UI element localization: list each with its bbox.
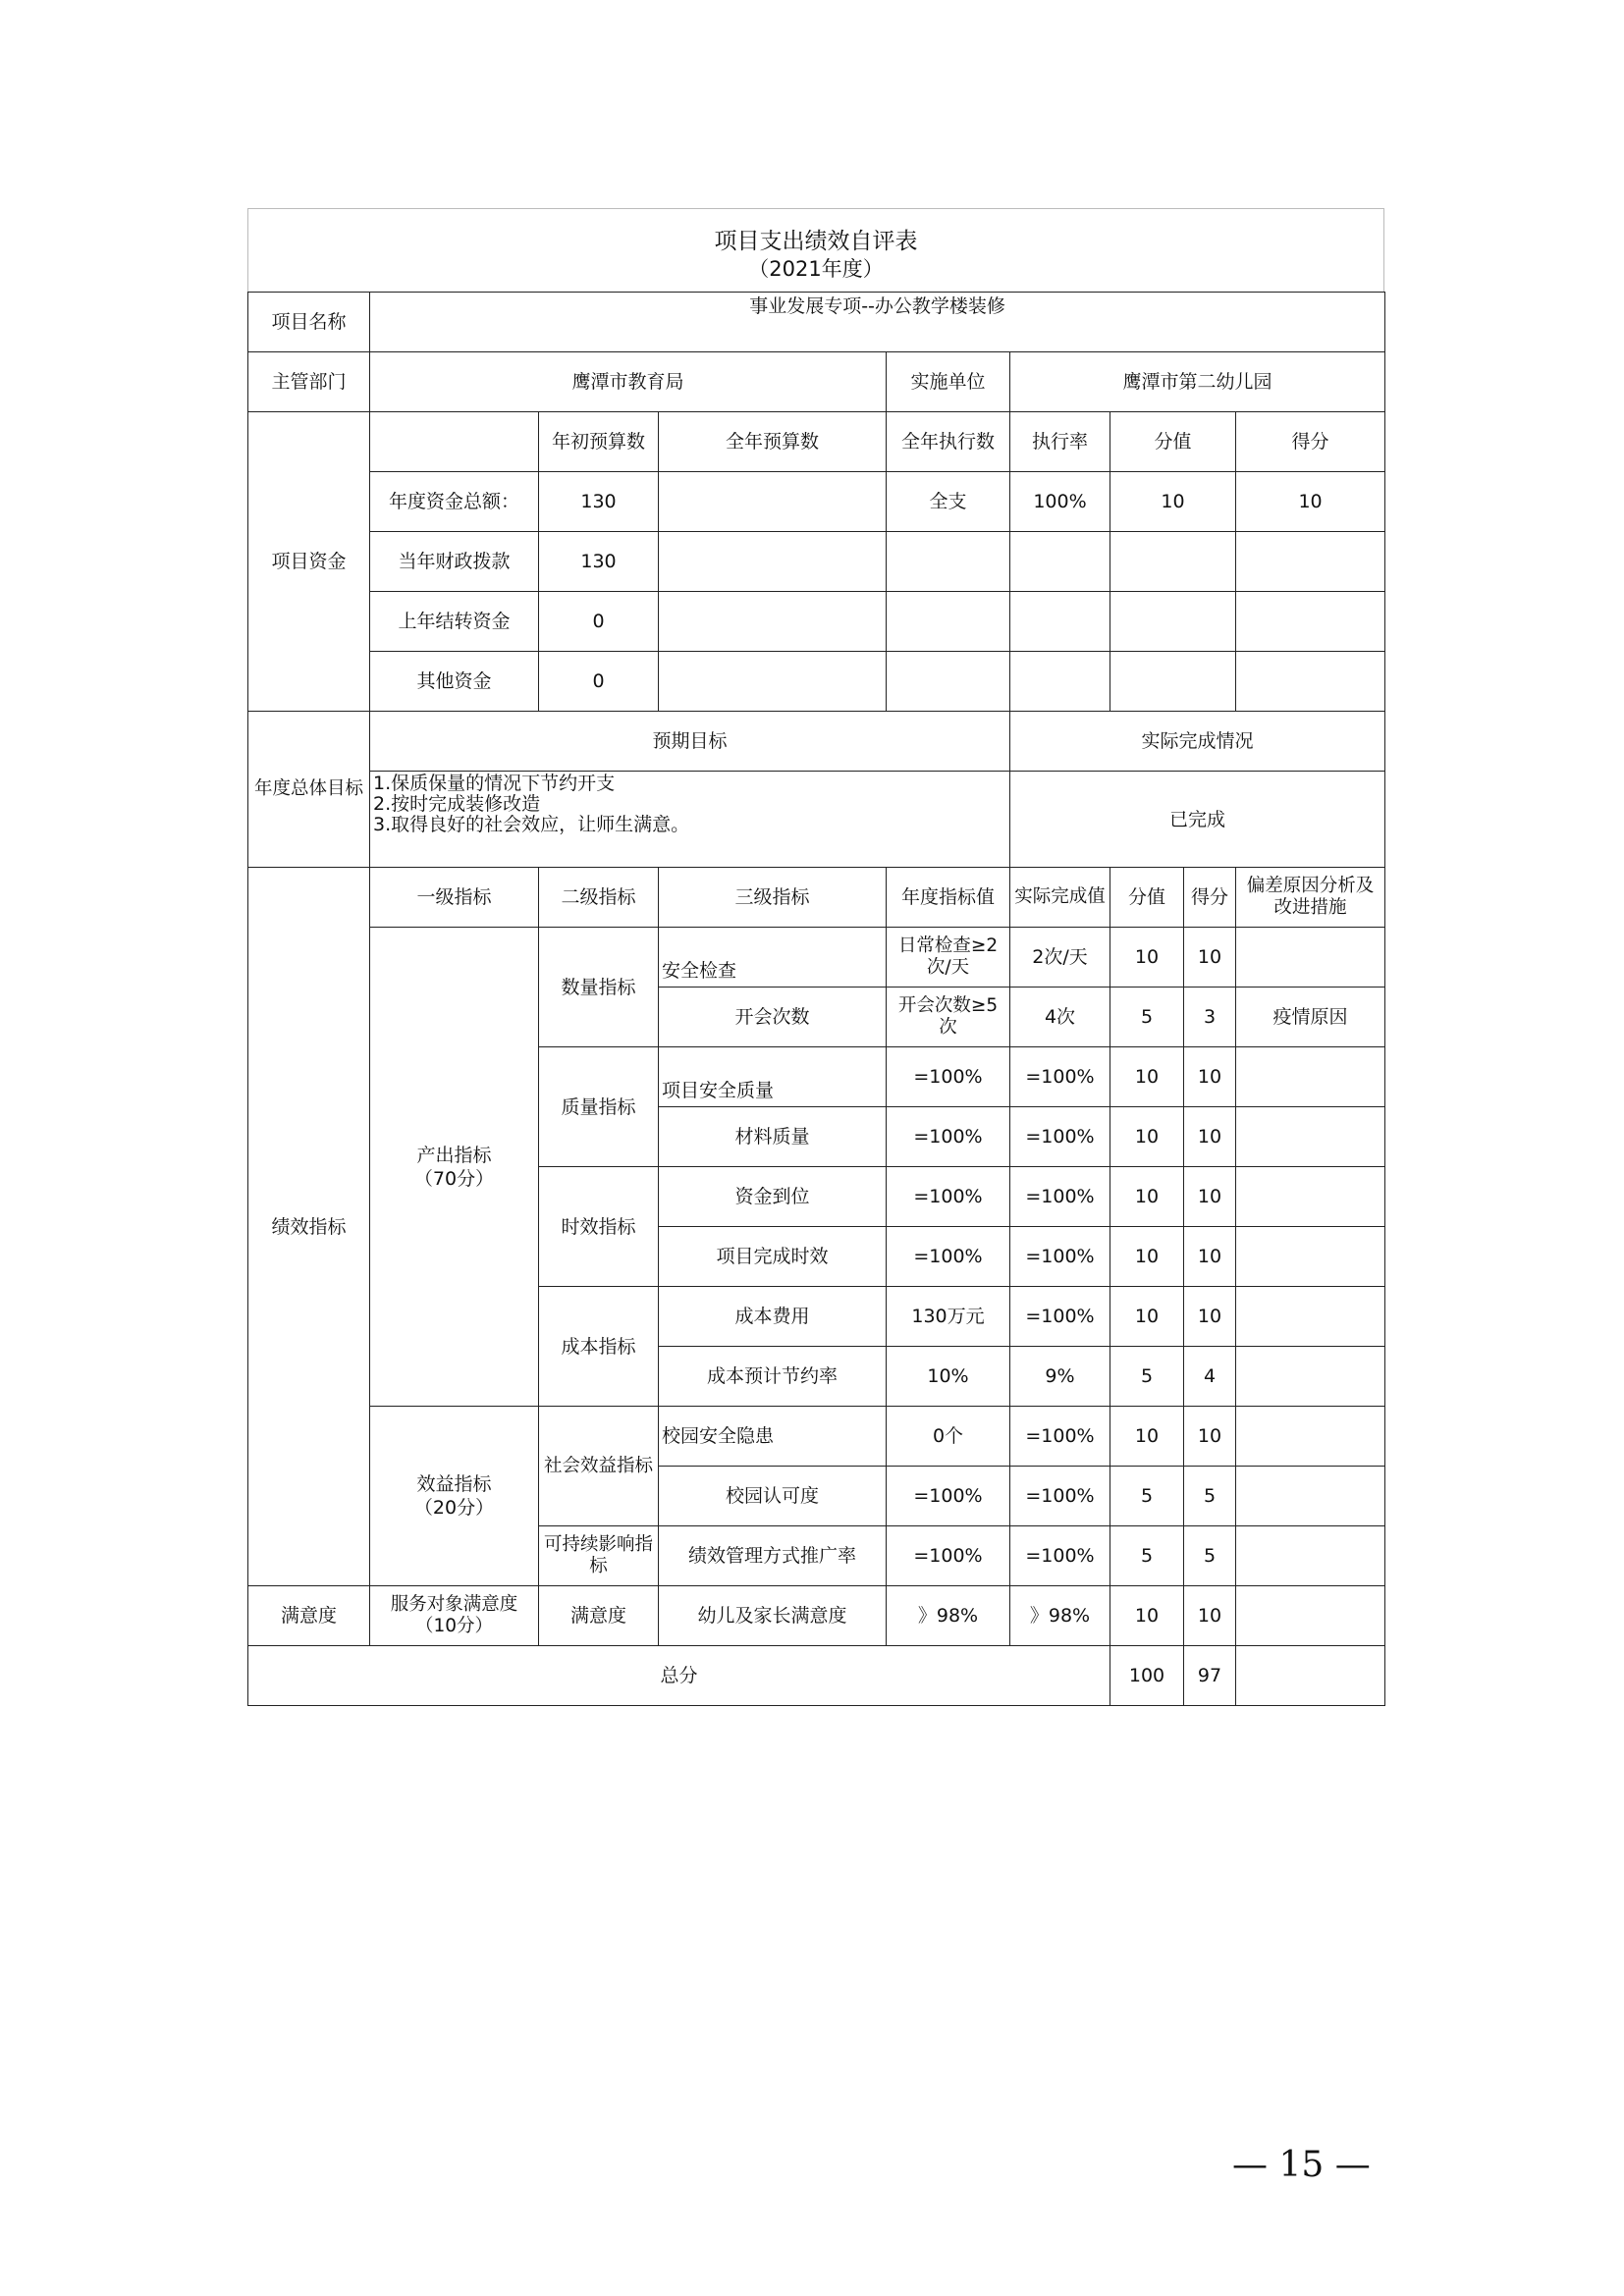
perf-actual: =100% [1010, 1227, 1110, 1287]
funds-row-score-value: 10 [1110, 472, 1236, 532]
perf-header-score: 得分 [1184, 868, 1236, 928]
satisfaction-row [248, 1586, 1385, 1646]
funds-header-rate: 执行率 [1010, 412, 1110, 472]
total-score: 97 [1184, 1646, 1236, 1706]
impl-value: 鹰潭市第二幼儿园 [1010, 352, 1385, 412]
title-box [247, 208, 1384, 292]
perf-l3: 校园安全隐患 [659, 1407, 887, 1467]
funds-row-rate [1010, 592, 1110, 652]
funds-row-score [1236, 652, 1385, 712]
perf-score-value: 10 [1110, 1287, 1184, 1347]
satisfaction-l1-name: 服务对象满意度 [390, 1594, 518, 1615]
perf-header-target: 年度指标值 [887, 868, 1010, 928]
perf-header-row [248, 868, 1385, 928]
l2-time: 时效指标 [539, 1167, 659, 1287]
funds-row-initial: 0 [539, 592, 659, 652]
l2-quality: 质量指标 [539, 1047, 659, 1167]
perf-score: 10 [1184, 1227, 1236, 1287]
project-label: 项目名称 [248, 293, 370, 352]
perf-target: =100% [887, 1167, 1010, 1227]
funds-row-score [1236, 532, 1385, 592]
perf-target: =100% [887, 1467, 1010, 1526]
perf-score: 3 [1184, 988, 1236, 1047]
funds-header-initial: 年初预算数 [539, 412, 659, 472]
funds-header-blank [370, 412, 539, 472]
perf-score: 10 [1184, 1287, 1236, 1347]
perf-score: 10 [1184, 1047, 1236, 1107]
output-l1 [370, 928, 539, 1407]
perf-note: 疫情原因 [1236, 988, 1385, 1047]
perf-target: 130万元 [887, 1287, 1010, 1347]
perf-l3: 材料质量 [659, 1107, 887, 1167]
funds-row-initial: 130 [539, 532, 659, 592]
perf-actual: =100% [1010, 1467, 1110, 1526]
perf-actual: 4次 [1010, 988, 1110, 1047]
satisfaction-l1 [370, 1586, 539, 1646]
funds-header-row [248, 412, 1385, 472]
perf-note [1236, 1347, 1385, 1407]
perf-target: =100% [887, 1227, 1010, 1287]
dept-row [248, 352, 1385, 412]
goals-row [248, 772, 1385, 868]
satisfaction-label: 满意度 [248, 1586, 370, 1646]
perf-header-score-value: 分值 [1110, 868, 1184, 928]
perf-score: 10 [1184, 1407, 1236, 1467]
funds-row-executed [887, 592, 1010, 652]
funds-row [248, 652, 1385, 712]
evaluation-table [247, 292, 1385, 1706]
perf-actual: =100% [1010, 1407, 1110, 1467]
perf-row [248, 928, 1385, 988]
satisfaction-score-value: 10 [1110, 1586, 1184, 1646]
goals-label: 年度总体目标 [248, 712, 370, 868]
satisfaction-l3: 幼儿及家长满意度 [659, 1586, 887, 1646]
perf-score-value: 10 [1110, 1047, 1184, 1107]
funds-row-executed [887, 532, 1010, 592]
benefit-l1-score: （20分） [413, 1497, 495, 1519]
perf-score-value: 10 [1110, 1167, 1184, 1227]
dept-label: 主管部门 [248, 352, 370, 412]
perf-l3: 资金到位 [659, 1167, 887, 1227]
goal-line: 3.取得良好的社会效应，让师生满意。 [373, 814, 690, 835]
goals-expected-text [370, 772, 1010, 868]
funds-row-name: 年度资金总额： [370, 472, 539, 532]
funds-row-initial: 0 [539, 652, 659, 712]
perf-row [248, 1407, 1385, 1467]
table-title: 项目支出绩效自评表 [714, 229, 918, 254]
perf-score: 10 [1184, 928, 1236, 988]
perf-note [1236, 1047, 1385, 1107]
perf-note [1236, 1526, 1385, 1586]
project-row [248, 293, 1385, 352]
goal-line: 1.保质保量的情况下节约开支 [373, 773, 616, 794]
perf-l3: 项目安全质量 [659, 1047, 887, 1107]
goals-expected-label: 预期目标 [370, 712, 1010, 772]
funds-row [248, 532, 1385, 592]
perf-score: 4 [1184, 1347, 1236, 1407]
funds-row-score-value [1110, 652, 1236, 712]
perf-score: 10 [1184, 1107, 1236, 1167]
funds-row-name: 上年结转资金 [370, 592, 539, 652]
perf-score-value: 10 [1110, 1407, 1184, 1467]
perf-l3: 项目完成时效 [659, 1227, 887, 1287]
table-subtitle: （2021年度） [748, 257, 884, 281]
perf-header-l3: 三级指标 [659, 868, 887, 928]
satisfaction-actual: 》98% [1010, 1586, 1110, 1646]
perf-actual: =100% [1010, 1107, 1110, 1167]
perf-actual: 2次/天 [1010, 928, 1110, 988]
perf-header-l1: 一级指标 [370, 868, 539, 928]
funds-header-executed: 全年执行数 [887, 412, 1010, 472]
funds-row-executed [887, 652, 1010, 712]
l2-social: 社会效益指标 [539, 1407, 659, 1526]
perf-note [1236, 1167, 1385, 1227]
perf-score: 5 [1184, 1467, 1236, 1526]
satisfaction-note [1236, 1586, 1385, 1646]
funds-row-name: 当年财政拨款 [370, 532, 539, 592]
perf-note [1236, 1107, 1385, 1167]
perf-header-l2: 二级指标 [539, 868, 659, 928]
funds-row-annual [659, 532, 887, 592]
funds-row [248, 592, 1385, 652]
perf-note [1236, 1407, 1385, 1467]
perf-target: 10% [887, 1347, 1010, 1407]
perf-target: 开会次数≥5次 [887, 988, 1010, 1047]
funds-row-score-value [1110, 532, 1236, 592]
output-l1-name: 产出指标 [416, 1144, 492, 1166]
total-label: 总分 [248, 1646, 1110, 1706]
funds-header-score-value: 分值 [1110, 412, 1236, 472]
total-score-value: 100 [1110, 1646, 1184, 1706]
perf-target: =100% [887, 1107, 1010, 1167]
impl-label: 实施单位 [887, 352, 1010, 412]
perf-score-value: 5 [1110, 1467, 1184, 1526]
evaluation-sheet [247, 208, 1384, 1706]
perf-score-value: 5 [1110, 1526, 1184, 1586]
dept-value: 鹰潭市教育局 [370, 352, 887, 412]
funds-header-annual: 全年预算数 [659, 412, 887, 472]
total-note [1236, 1646, 1385, 1706]
goals-actual-text: 已完成 [1010, 772, 1385, 868]
satisfaction-score: 10 [1184, 1586, 1236, 1646]
perf-score-value: 10 [1110, 1107, 1184, 1167]
funds-header-score: 得分 [1236, 412, 1385, 472]
funds-row-rate: 100% [1010, 472, 1110, 532]
project-value: 事业发展专项--办公教学楼装修 [370, 293, 1385, 352]
benefit-l1-name: 效益指标 [416, 1473, 492, 1495]
goals-actual-label: 实际完成情况 [1010, 712, 1385, 772]
funds-row-annual [659, 592, 887, 652]
perf-header-actual: 实际完成值 [1010, 868, 1110, 928]
perf-l3: 安全检查 [659, 928, 887, 988]
l2-sustain: 可持续影响指标 [539, 1526, 659, 1586]
perf-l3: 开会次数 [659, 988, 887, 1047]
perf-actual: =100% [1010, 1526, 1110, 1586]
funds-row-executed: 全支 [887, 472, 1010, 532]
l2-cost: 成本指标 [539, 1287, 659, 1407]
perf-l3: 成本预计节约率 [659, 1347, 887, 1407]
page-number: — 15 — [1232, 2145, 1371, 2185]
goals-header-row [248, 712, 1385, 772]
l2-quantity: 数量指标 [539, 928, 659, 1047]
funds-row [248, 472, 1385, 532]
satisfaction-l1-score: （10分） [414, 1616, 494, 1636]
perf-note [1236, 1287, 1385, 1347]
perf-actual: =100% [1010, 1047, 1110, 1107]
perf-actual: 9% [1010, 1347, 1110, 1407]
funds-row-name: 其他资金 [370, 652, 539, 712]
output-l1-score: （70分） [413, 1167, 495, 1190]
perf-score-value: 10 [1110, 928, 1184, 988]
funds-row-rate [1010, 532, 1110, 592]
perf-score-value: 10 [1110, 1227, 1184, 1287]
perf-target: 0个 [887, 1407, 1010, 1467]
perf-score-value: 5 [1110, 1347, 1184, 1407]
funds-row-score [1236, 592, 1385, 652]
perf-note [1236, 1467, 1385, 1526]
perf-score-value: 5 [1110, 988, 1184, 1047]
total-row [248, 1646, 1385, 1706]
perf-target: 日常检查≥2次/天 [887, 928, 1010, 988]
perf-target: =100% [887, 1526, 1010, 1586]
perf-header-note: 偏差原因分析及改进措施 [1236, 868, 1385, 928]
perf-score: 5 [1184, 1526, 1236, 1586]
perf-label: 绩效指标 [248, 868, 370, 1586]
perf-note [1236, 928, 1385, 988]
perf-actual: =100% [1010, 1167, 1110, 1227]
benefit-l1 [370, 1407, 539, 1586]
funds-row-score: 10 [1236, 472, 1385, 532]
perf-actual: =100% [1010, 1287, 1110, 1347]
funds-row-annual [659, 652, 887, 712]
goal-line: 2.按时完成装修改造 [373, 793, 541, 815]
satisfaction-l2: 满意度 [539, 1586, 659, 1646]
funds-row-score-value [1110, 592, 1236, 652]
perf-note [1236, 1227, 1385, 1287]
perf-score: 10 [1184, 1167, 1236, 1227]
satisfaction-target: 》98% [887, 1586, 1010, 1646]
funds-row-annual [659, 472, 887, 532]
perf-l3: 绩效管理方式推广率 [659, 1526, 887, 1586]
perf-l3: 成本费用 [659, 1287, 887, 1347]
perf-l3: 校园认可度 [659, 1467, 887, 1526]
perf-target: =100% [887, 1047, 1010, 1107]
funds-row-initial: 130 [539, 472, 659, 532]
funds-row-rate [1010, 652, 1110, 712]
funds-label: 项目资金 [248, 412, 370, 712]
